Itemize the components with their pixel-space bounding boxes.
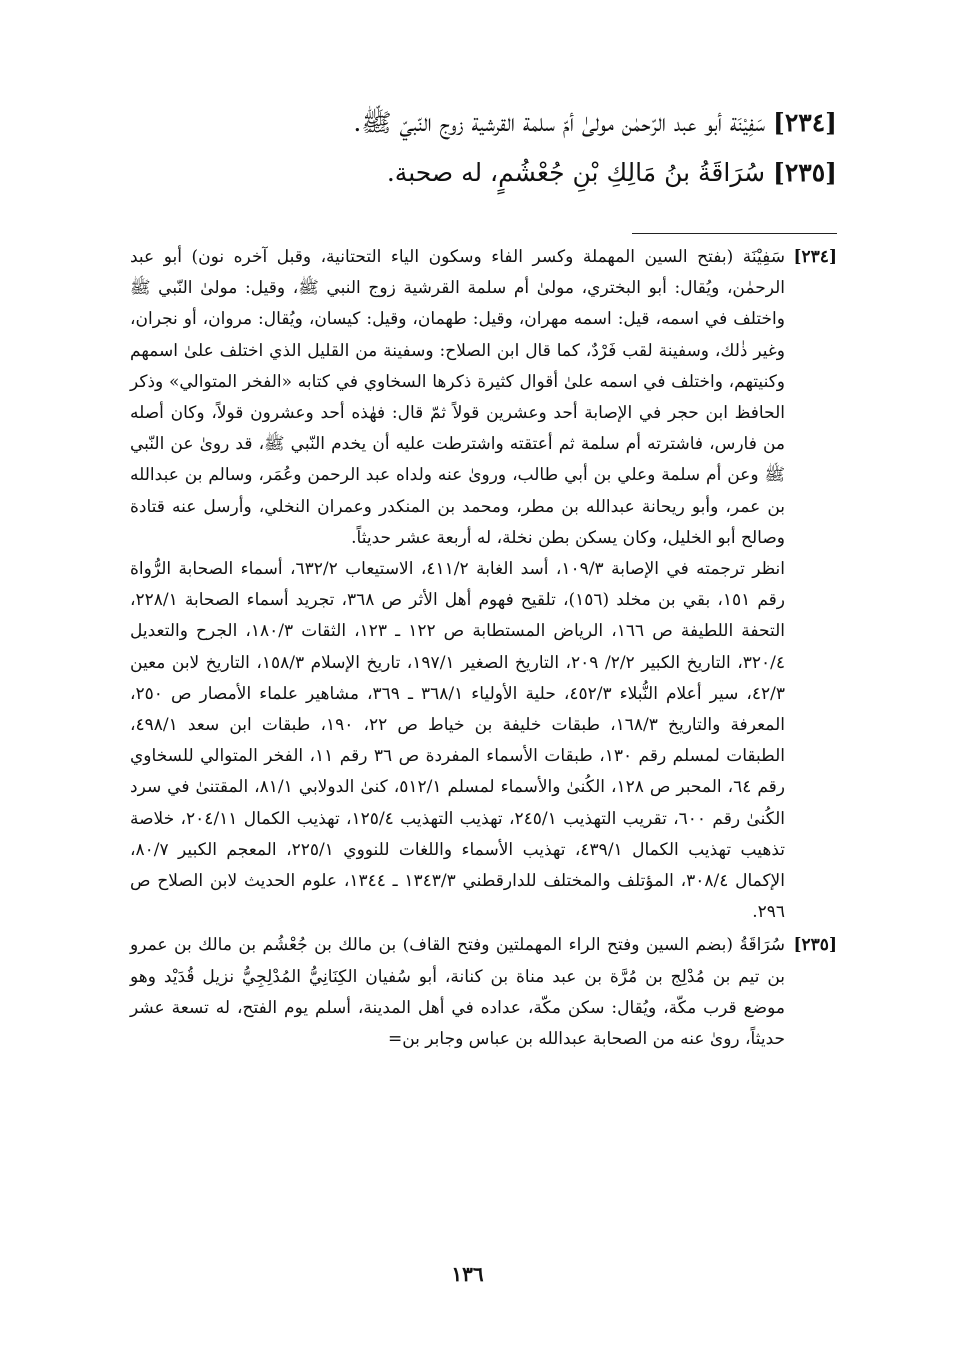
entry-text: سَفِيْنَة أبو عبد الرّحمٰن مولىٰ أمّ سلمة القرشية زوج النّبيّ ﷺ.	[353, 108, 766, 137]
footnote-body: سَفِيْنَة (بفتح السين المهملة وكسر الفاء وسكون الياء التحتانية، وقبل آخره نون) أبو عبد الرحمٰن، ويُقال: أبو البختري، مولىٰ أم سلمة القرشية زوج النبي ﷺ، وقيل: مولىٰ النّبي ﷺ واختلف في اسمه، قيل: اسمه مهران، وقيل: طهمان، وقيل: كيسان، ويُقال: مروان، أو نجران، وغير ذٰلك، وسفينة لقب فَرْدٌ، كما قال ابن الصلاح: وسفينة من القليل الذي اختلف علىٰ اسمهم وكنيتهم، واختلف في اسمه علىٰ أقوال كثيرة ذكرها السخاوي في كتابه «الفخر المتوالي» وذكر الحافظ ابن حجر في الإصابة أحد وعشرين قولاً ثمّ قال: فهٰذه أحد وعشرون قولاً، وكان أصله من فارس، فاشترته أم سلمة ثم أعتقته واشترطت عليه أن يخدم النّبي ﷺ، قد روىٰ عن النّبي ﷺ وعن أم سلمة وعلي بن أبي طالب، وروىٰ عنه ولداه عبد الرحمن وعُمَر، وسالم بن عبدالله بن عمر، وأبو ريحانة عبدالله بن مطر، ومحمد بن المنكدر وعمران النخلي، وأرسل عنه قتادة وصالح أبو الخليل، وكان يسكن بطن نخلة، له أربعة عشر حديثاً.	[130, 247, 785, 548]
entry-235	[117, 148, 837, 198]
footnote-number: [٢٣٥]	[793, 935, 837, 956]
entry-text: سُرَاقَةُ بنُ مَالِكِ بْنِ جُعْشُمٍ، له صحبة.	[386, 158, 766, 187]
footnotes	[130, 242, 837, 1055]
footnote-234	[130, 242, 837, 554]
entry-number: [٢٣٥]	[773, 158, 837, 187]
footnote-body: سُرَاقَةُ (بضم السين وفتح الراء المهملتين وفتح القاف) بن مالك بن جُعْشُم بن مالك بن عمرو بن تيم بن مُدْلِج بن مُرَّة بن عبد مناة بن كنانة، أبو سُفيان الكِنَانِيُّ المُدْلِجِيُّ نزيل قُدَيْد وهو موضع قرب مكّة، ويُقال: سكن مكّة، عداده في أهل المدينة، أسلم يوم الفتح، له تسعة عشر حديثاً، روىٰ عنه من الصحابة عبدالله بن عباس وجابر بن=	[130, 935, 785, 1050]
footnote-number: [٢٣٤]	[793, 247, 837, 267]
entry-234	[117, 98, 837, 148]
entry-number: [٢٣٤]	[773, 108, 837, 137]
footnote-separator	[632, 233, 837, 234]
footnote-235	[130, 930, 837, 1055]
main-text	[117, 98, 837, 198]
footnote-references: انظر ترجمته في الإصابة ١٠٩/٣، أسد الغابة ٤١١/٢، الاستيعاب ٦٣٢/٢، أسماء الصحابة الرُّواة رقم ١٥١، بقي بن مخلد (١٥٦)، تلقيح فهوم أهل الأثر ص ٣٦٨، تجريد أسماء الصحابة ٢٢٨/١، التحفة اللطيفة ص ١٦٦، الرياض المستطابة ص ١٢٢ ـ ١٢٣، الثقات ١٨٠/٣، الجرح والتعديل ٣٢٠/٤، التاريخ الكبير ٢/٢/ ٢٠٩، التاريخ الصغير ١٩٧/١، تاريخ الإسلام ١٥٨/٣، التاريخ لابن معين ٤٢/٣، سير أعلام النُّبلاء ٤٥٢/٣، حلية الأولياء ٣٦٨/١ ـ ٣٦٩، مشاهير علماء الأمصار ص ٢٥٠، المعرفة والتاريخ ١٦٨/٣، طبقات خليفة بن خياط ص ٢٢، ١٩٠، طبقات ابن سعد ٤٩٨/١، الطبقات لمسلم رقم ١٣٠، طبقات الأسماء المفردة ص ٣٦ رقم ١١، الفخر المتوالي للسخاوي رقم ٦٤، المحبر ص ١٢٨، الكُنىٰ والأسماء لمسلم ٥١٢/١، كنىٰ الدولابي ٨١/١، المقتنىٰ في سرد الكُنىٰ رقم ٦٠٠، تقريب التهذيب ٢٤٥/١، تهذيب التهذيب ١٢٥/٤، تهذيب الكمال ٢٠٤/١١، خلاصة تذهيب تهذيب الكمال ٤٣٩/١، تهذيب الأسماء واللغات للنووي ٢٢٥/١، المعجم الكبير ٨٠/٧، الإكمال ٣٠٨/٤، المؤتلف والمختلف للدارقطني ١٣٤٣/٣ ـ ١٣٤٤، علوم الحديث لابن الصلاح ص ٢٩٦.	[130, 559, 786, 923]
page-number: ١٣٦	[451, 1262, 484, 1286]
